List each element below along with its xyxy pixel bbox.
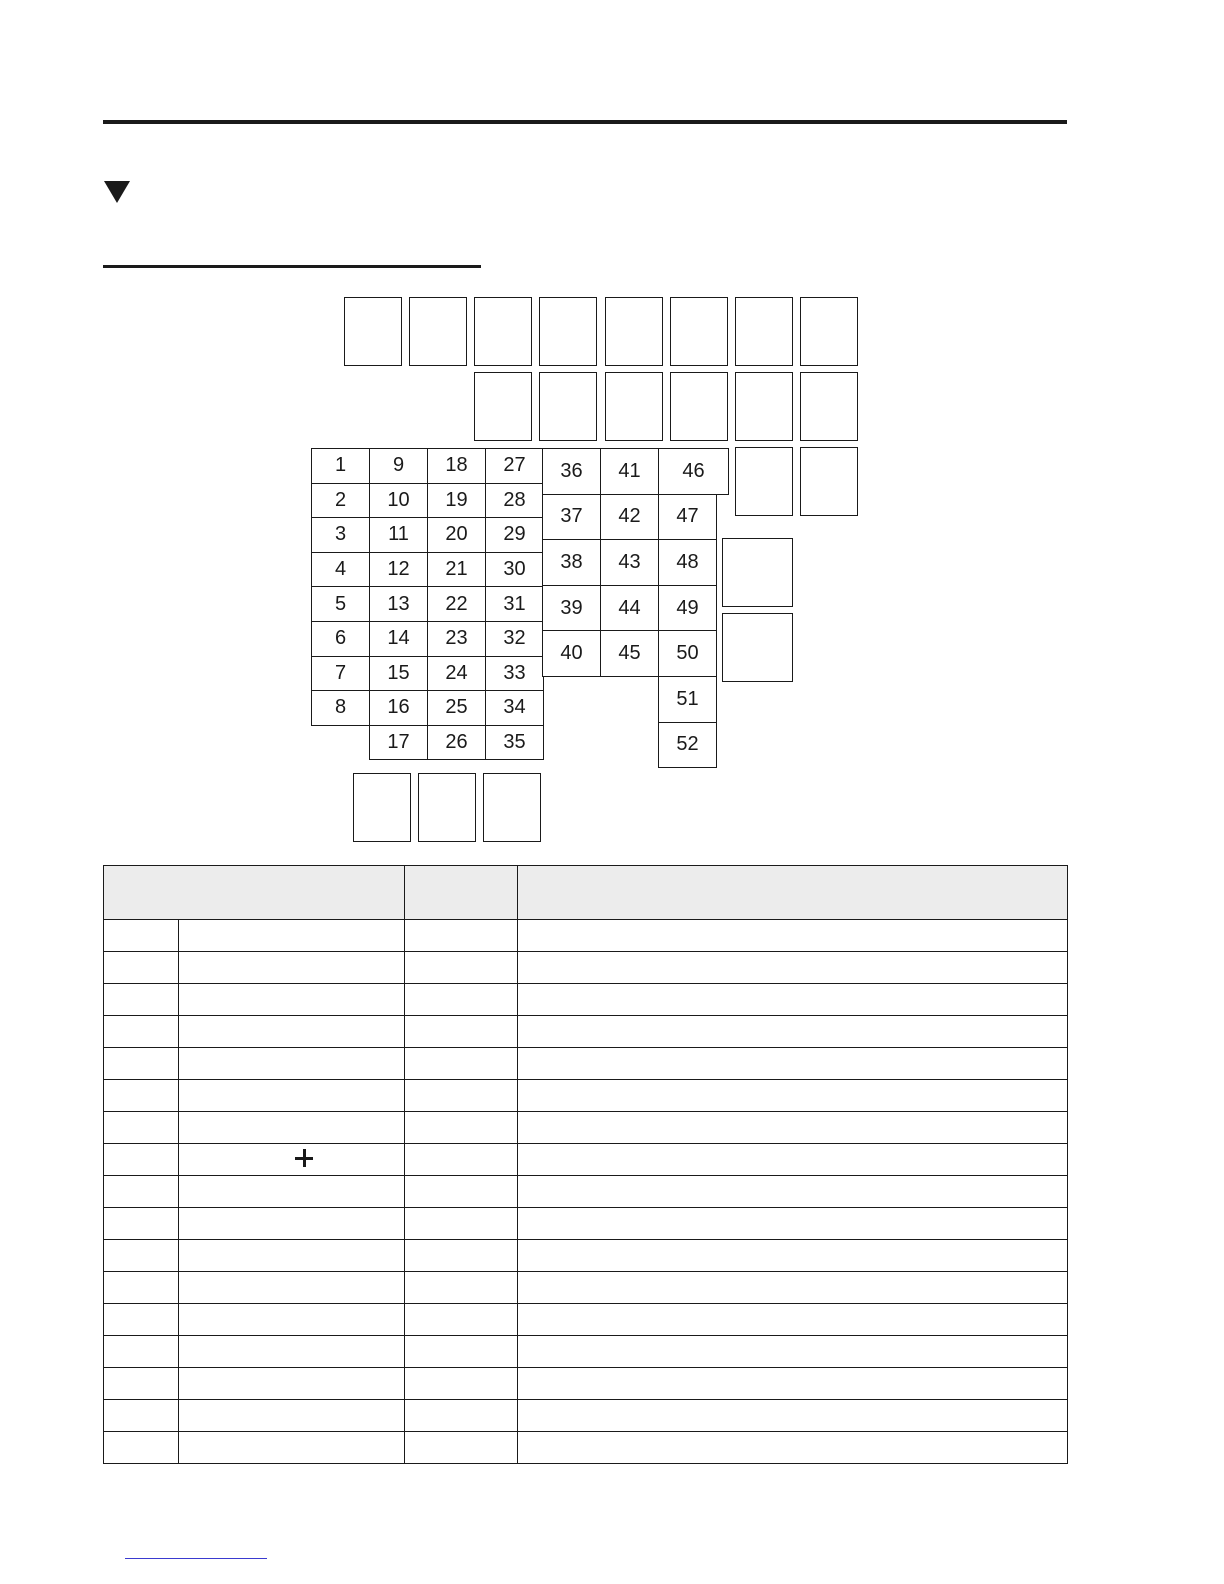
table-cell — [179, 952, 405, 984]
fuse-slot: 29 — [485, 517, 544, 553]
fuse-slot: 47 — [658, 494, 717, 541]
table-cell — [405, 1240, 518, 1272]
table-cell — [518, 1304, 1068, 1336]
relay-box — [735, 447, 793, 516]
fuse-slot: 49 — [658, 585, 717, 632]
table-row — [104, 1112, 1068, 1144]
relay-box — [735, 372, 793, 441]
table-cell — [405, 1304, 518, 1336]
table-cell — [405, 1176, 518, 1208]
fuse-slot: 11 — [369, 517, 428, 553]
fuse-slot: 37 — [542, 494, 601, 541]
table-header-row — [104, 866, 1068, 920]
header-rating — [405, 866, 518, 920]
table-cell — [104, 1368, 179, 1400]
relay-box — [344, 297, 402, 366]
table-cell — [179, 1368, 405, 1400]
table-cell — [518, 1080, 1068, 1112]
relay-box — [539, 297, 597, 366]
table-row — [104, 1048, 1068, 1080]
table-row — [104, 1016, 1068, 1048]
table-cell — [518, 1208, 1068, 1240]
table-cell — [179, 920, 405, 952]
table-cell — [104, 1400, 179, 1432]
header-circuit — [518, 866, 1068, 920]
fuse-slot: 15 — [369, 656, 428, 692]
table-row — [104, 1368, 1068, 1400]
fuse-slot: 33 — [485, 656, 544, 692]
relay-box — [800, 447, 858, 516]
table-row — [104, 984, 1068, 1016]
relay-box — [800, 372, 858, 441]
fuse-slot: 41 — [600, 448, 659, 495]
plus-icon — [295, 1149, 313, 1167]
table-cell — [104, 1272, 179, 1304]
fuse-slot: 22 — [427, 586, 486, 622]
fuse-slot: 25 — [427, 690, 486, 726]
fuse-slot: 26 — [427, 725, 486, 761]
relay-box — [735, 297, 793, 366]
fuse-slot: 27 — [485, 448, 544, 484]
fuse-slot: 2 — [311, 483, 370, 519]
fuse-slot: 36 — [542, 448, 601, 495]
relay-box — [418, 773, 476, 842]
fuse-slot: 24 — [427, 656, 486, 692]
fuse-slot: 7 — [311, 656, 370, 692]
table-cell — [179, 1432, 405, 1464]
fuse-slot: 52 — [658, 722, 717, 769]
relay-box — [605, 297, 663, 366]
table-cell — [405, 1144, 518, 1176]
fuse-legend-table — [103, 865, 1068, 1464]
relay-box — [483, 773, 541, 842]
table-cell — [104, 1432, 179, 1464]
table-cell — [179, 1016, 405, 1048]
fuse-slot: 20 — [427, 517, 486, 553]
fuse-slot: 19 — [427, 483, 486, 519]
table-cell — [179, 1112, 405, 1144]
fuse-slot: 6 — [311, 621, 370, 657]
fuse-slot: 14 — [369, 621, 428, 657]
fuse-slot: 17 — [369, 725, 428, 761]
table-row — [104, 1240, 1068, 1272]
table-cell — [179, 1400, 405, 1432]
relay-box — [670, 372, 728, 441]
table-cell — [179, 1336, 405, 1368]
relay-box — [722, 613, 793, 682]
relay-box — [409, 297, 467, 366]
table-cell — [179, 1240, 405, 1272]
table-cell — [405, 1368, 518, 1400]
table-cell — [104, 1048, 179, 1080]
section-marker-icon — [104, 181, 130, 203]
table-cell — [179, 1144, 405, 1176]
table-cell — [518, 1368, 1068, 1400]
table-cell — [518, 1336, 1068, 1368]
table-cell — [518, 1432, 1068, 1464]
table-row — [104, 1336, 1068, 1368]
fuse-slot: 18 — [427, 448, 486, 484]
table-cell — [104, 952, 179, 984]
fuse-slot: 48 — [658, 539, 717, 586]
table-cell — [405, 1048, 518, 1080]
table-cell — [405, 1016, 518, 1048]
footer-link-underline — [125, 1558, 267, 1559]
fuse-slot: 40 — [542, 630, 601, 677]
table-cell — [518, 1240, 1068, 1272]
table-row — [104, 1176, 1068, 1208]
table-cell — [104, 1336, 179, 1368]
table-cell — [518, 1176, 1068, 1208]
table-cell — [518, 920, 1068, 952]
relay-box — [800, 297, 858, 366]
table-cell — [405, 1208, 518, 1240]
table-cell — [518, 1272, 1068, 1304]
table-cell — [518, 952, 1068, 984]
header-fuse — [104, 866, 405, 920]
table-row — [104, 1400, 1068, 1432]
fuse-slot: 23 — [427, 621, 486, 657]
fuse-slot: 3 — [311, 517, 370, 553]
fuse-slot: 28 — [485, 483, 544, 519]
table-cell — [405, 1272, 518, 1304]
table-cell — [179, 1208, 405, 1240]
table-cell — [518, 1112, 1068, 1144]
relay-box — [539, 372, 597, 441]
fuse-slot: 12 — [369, 552, 428, 588]
table-cell — [104, 1304, 179, 1336]
table-cell — [405, 1336, 518, 1368]
table-row — [104, 920, 1068, 952]
table-cell — [104, 1176, 179, 1208]
table-cell — [179, 1048, 405, 1080]
fuse-slot: 50 — [658, 630, 717, 677]
fuse-slot: 44 — [600, 585, 659, 632]
table-cell — [179, 1176, 405, 1208]
relay-box — [722, 538, 793, 607]
fuse-slot: 45 — [600, 630, 659, 677]
table-row — [104, 1272, 1068, 1304]
table-row — [104, 1144, 1068, 1176]
table-cell — [518, 1400, 1068, 1432]
relay-box — [353, 773, 411, 842]
table-cell — [405, 1432, 518, 1464]
fuse-slot: 51 — [658, 676, 717, 723]
fuse-slot: 39 — [542, 585, 601, 632]
table-cell — [405, 1112, 518, 1144]
table-cell — [518, 1144, 1068, 1176]
fuse-slot: 16 — [369, 690, 428, 726]
section-underline — [103, 265, 481, 268]
fuse-slot: 32 — [485, 621, 544, 657]
table-cell — [405, 984, 518, 1016]
fuse-slot: 43 — [600, 539, 659, 586]
table-row — [104, 952, 1068, 984]
table-row — [104, 1080, 1068, 1112]
fuse-slot: 4 — [311, 552, 370, 588]
table-cell — [179, 1272, 405, 1304]
table-cell — [405, 1400, 518, 1432]
table-cell — [179, 984, 405, 1016]
fuse-slot: 31 — [485, 586, 544, 622]
fuse-slot: 21 — [427, 552, 486, 588]
fuse-slot: 42 — [600, 494, 659, 541]
table-row — [104, 1432, 1068, 1464]
table-cell — [104, 984, 179, 1016]
table-row — [104, 1208, 1068, 1240]
table-cell — [104, 920, 179, 952]
fuse-slot: 38 — [542, 539, 601, 586]
table-cell — [104, 1240, 179, 1272]
table-row — [104, 1304, 1068, 1336]
table-cell — [405, 1080, 518, 1112]
fuse-slot: 30 — [485, 552, 544, 588]
fuse-slot: 34 — [485, 690, 544, 726]
fuse-slot: 5 — [311, 586, 370, 622]
table-cell — [104, 1144, 179, 1176]
relay-box — [670, 297, 728, 366]
relay-box — [474, 297, 532, 366]
table-cell — [179, 1080, 405, 1112]
table-cell — [518, 1016, 1068, 1048]
table-cell — [405, 920, 518, 952]
fuse-slot: 1 — [311, 448, 370, 484]
fuse-slot: 10 — [369, 483, 428, 519]
relay-box — [605, 372, 663, 441]
header-rule — [103, 120, 1067, 124]
table-cell — [104, 1016, 179, 1048]
table-cell — [518, 1048, 1068, 1080]
fuse-slot: 8 — [311, 690, 370, 726]
table-cell — [104, 1112, 179, 1144]
fuse-slot: 46 — [658, 448, 729, 495]
table-cell — [179, 1304, 405, 1336]
fuse-slot: 35 — [485, 725, 544, 761]
fuse-slot: 9 — [369, 448, 428, 484]
table-cell — [104, 1080, 179, 1112]
fuse-slot: 13 — [369, 586, 428, 622]
table-cell — [405, 952, 518, 984]
table-cell — [104, 1208, 179, 1240]
relay-box — [474, 372, 532, 441]
table-cell — [518, 984, 1068, 1016]
